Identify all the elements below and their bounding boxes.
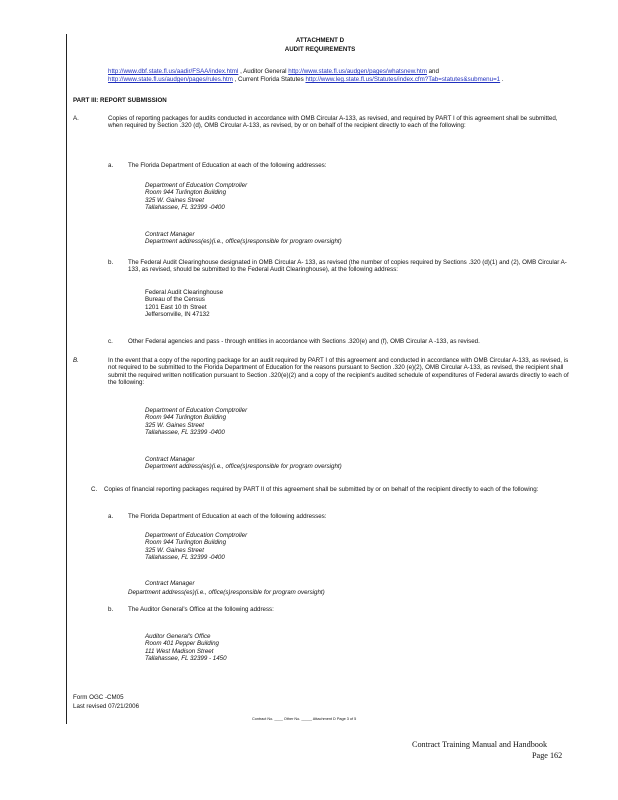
last-revised: Last revised 07/21/2006 [73,703,140,710]
address-line: Department address(es)(i.e., office(s)responsible for program oversight) [145,463,342,471]
section-c-text: Copies of financial reporting packages required by PART II of this agreement shall be submitted by or on behalf of the recipient directly to each of the following: [104,486,539,493]
section-a-item-c-text: Other Federal agencies and pass - through entities in accordance with Sections .320(e) and (f), OMB Circular A -133, as revised. [128,338,480,345]
federal-clearinghouse-address [145,289,223,319]
doe-comptroller-address-c [145,532,247,562]
link-row-1 [108,68,439,75]
section-c-label: C. [91,486,98,493]
link-row-1-text: , Auditor General [240,68,287,75]
address-line: Department of Education Comptroller [145,407,248,414]
address-line: Department of Education Comptroller [145,182,248,189]
department-address-c: Department address(es)(i.e., office(s)responsible for program oversight) [128,589,325,596]
contract-manager-c: Contract Manager [145,580,195,587]
address-line: Room 401 Pepper Building [145,640,219,648]
address-line: 325 W. Gaines Street [145,421,204,429]
section-a-item-b-label: b. [108,259,114,266]
address-line: Tallahassee, FL 32399 -0400 [145,204,225,212]
section-b-label: B. [73,357,79,364]
section-b-text: In the event that a copy of the reporting package for an audit required by PART I of this agreement and conducted in accordance with OMB Circular A-133, as revised, is not required to be submitted to the Florida Department of Education for the reasons pursuant to Section .320 (e)(2), OMB Circular A-133, as revised, the recipient shall submit the required written notification pursuant to Section .320(e)(2) and a copy of the recipient's audited schedule of expenditures of Federal awards directly to each of the following: [108,357,569,387]
address-line: Room 944 Turlington Building [145,189,227,197]
section-a-item-b-text: The Federal Audit Clearinghouse designated in OMB Circular A- 133, as revised (the number of copies required by Sections .320 (d)(1) and (2), OMB Circular A-133, as revised, should be submitted to the Federal Audit Clearinghouse), at the following address: [128,259,567,274]
address-line: Bureau of the Census [145,296,205,304]
doe-comptroller-address [145,182,247,212]
address-line: 325 W. Gaines Street [145,546,204,554]
address-line: 325 W. Gaines Street [145,196,204,204]
attachment-subtitle: AUDIT REQUIREMENTS [284,46,356,53]
handbook-title: Contract Training Manual and Handbook [412,740,548,749]
address-line: Auditor General's Office [145,633,211,640]
attachment-title: ATTACHMENT D [295,37,345,44]
handbook-page-number: Page 162 [532,751,563,760]
address-line: Room 944 Turlington Building [145,414,227,422]
fsaa-link[interactable]: http://www.dbf.state.fl.us/aadir/FSAA/index.html [108,68,239,75]
part3-heading: PART III: REPORT SUBMISSION [73,97,167,104]
address-line: Federal Audit Clearinghouse [145,289,224,296]
link-row-2-period: . [501,76,504,83]
section-a-label: A. [73,115,79,122]
address-line: Tallahassee, FL 32399 -0400 [145,554,225,562]
auditor-general-address [145,633,227,663]
link-row-2-text: , Current Florida Statutes [234,76,304,83]
address-line: Tallahassee, FL 32399 -0400 [145,429,225,437]
section-c-item-a-text: The Florida Department of Education at each of the following addresses: [128,513,327,520]
address-line: Jeffersonville, IN 47132 [145,311,210,319]
section-c-item-b-text: The Auditor General's Office at the following address: [128,606,274,613]
doe-comptroller-address-b [145,407,247,437]
form-number: Form OGC -CM05 [73,694,124,701]
address-line: 111 West Madison Street [145,647,214,655]
address-line: Contract Manager [145,231,195,238]
statutes-link[interactable]: http://www.leg.state.fl.us/Statutes/index.cfm?Tab=statutes&submenu=1 [305,76,501,83]
section-c-item-b-label: b. [108,606,114,613]
address-line: 1201 East 10 th Street [145,303,207,311]
contract-manager-address-b [145,456,342,471]
address-line: Contract Manager [145,456,195,463]
left-margin-rule [66,34,67,724]
section-a-item-c-label: c. [108,338,113,345]
address-line: Department of Education Comptroller [145,532,248,539]
section-c-item-a-label: a. [108,513,114,520]
audgen-rules-link[interactable]: http://www.state.fl.us/audgen/pages/rules.htm [108,76,233,83]
section-a-text: Copies of reporting packages for audits conducted in accordance with OMB Circular A-133, as revised, and required by PART I of this agreement shall be submitted, when required by Section .320 (d), OMB Circular A-133, as revised, by or on behalf of the recipient directly to each of the following: [108,115,558,130]
section-a-item-a-label: a. [108,162,114,169]
link-row-2 [108,76,504,83]
audgen-whatsnew-link[interactable]: http://www.state.fl.us/audgen/pages/whatsnew.htm [288,68,427,75]
page-footer-small: Contract No. ____ Other No. _____ Attachment D Page 3 of 5 [252,717,357,721]
link-row-1-and: and [428,68,439,75]
address-line: Tallahassee, FL 32399 - 1450 [145,655,227,663]
contract-manager-address [145,231,342,246]
address-line: Room 944 Turlington Building [145,539,227,547]
section-a-item-a-text: The Florida Department of Education at each of the following addresses: [128,162,327,169]
address-line: Department address(es)(i.e., office(s)responsible for program oversight) [145,238,342,246]
